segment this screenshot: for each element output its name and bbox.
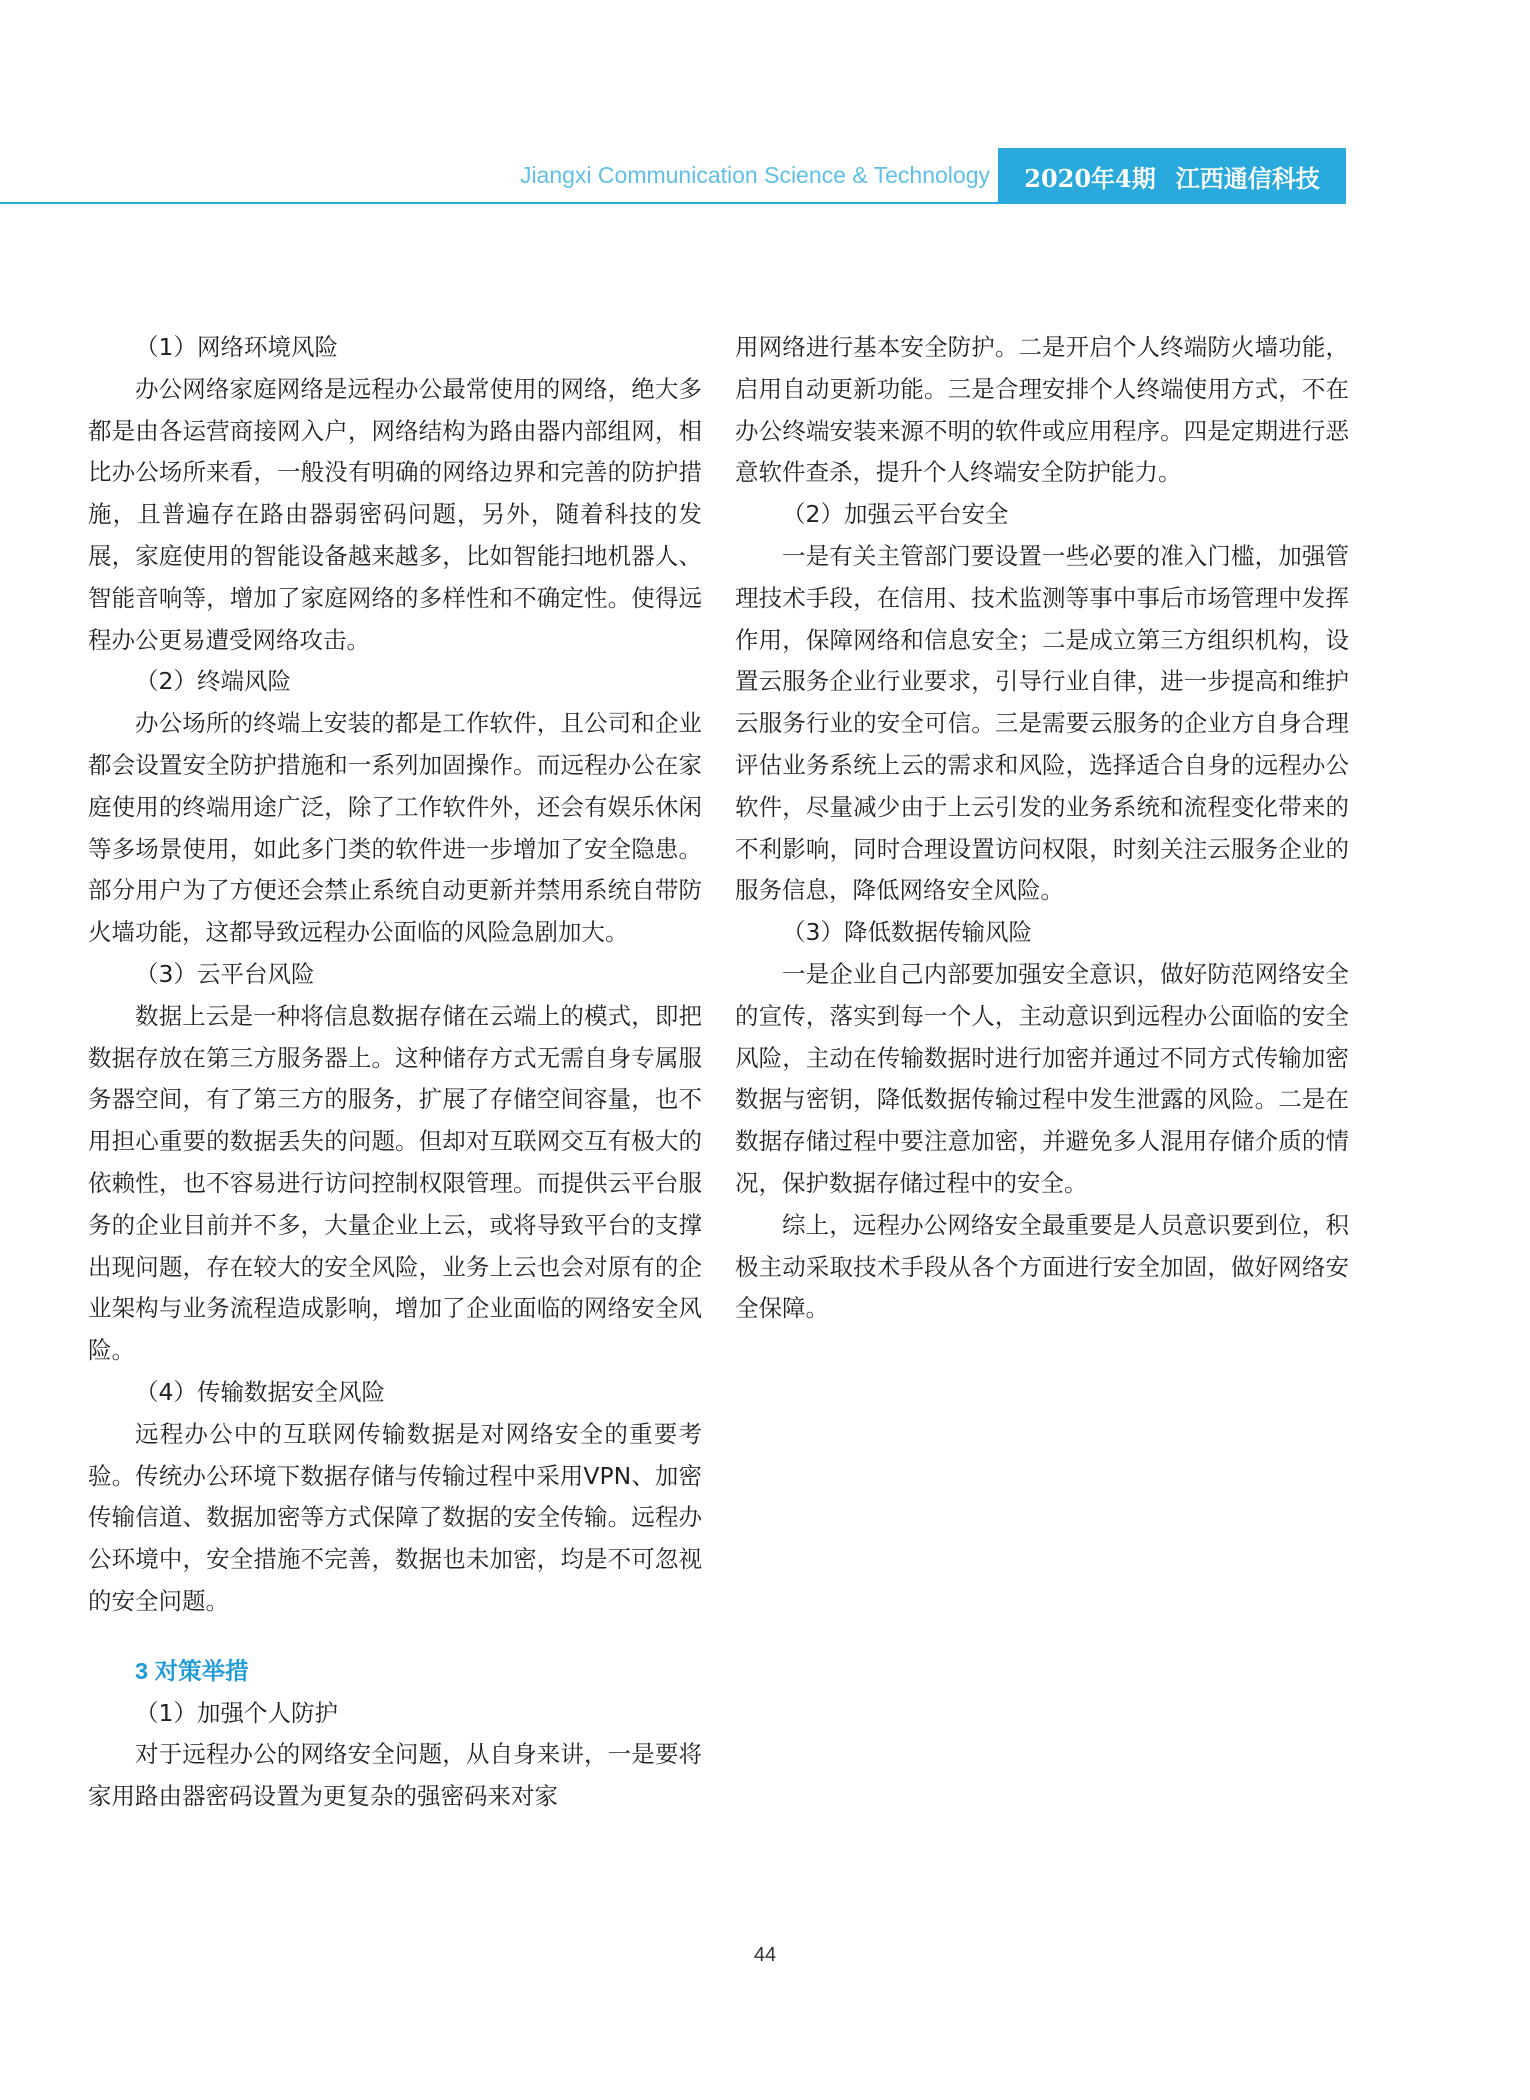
journal-english-title: Jiangxi Communication Science & Technology: [519, 162, 990, 188]
subheading-data-transmission-risk: （4）传输数据安全风险: [135, 1377, 385, 1406]
section-heading: 3 对策举措: [135, 1657, 249, 1684]
right-column: [735, 327, 1349, 1330]
paragraph: 远程办公中的互联网传输数据是对网络安全的重要考验。传统办公环境下数据存储与传输过程中采用VPN、加密传输信道、数据加密等方式保障了数据的安全传输。远程办公环境中，安全措施不完善，数据也未加密，均是不可忽视的安全问题。: [88, 1419, 702, 1615]
paragraph: 对于远程办公的网络安全问题，从自身来讲，一是要将家用路由器密码设置为更复杂的强密码来对家: [88, 1740, 702, 1811]
paragraph-conclusion: 综上，远程办公网络安全最重要是人员意识要到位，积极主动采取技术手段从各个方面进行安全加固，做好网络安全保障。: [735, 1210, 1349, 1323]
page-number: 44: [753, 1944, 777, 1966]
subheading-cloud-platform-risk: （3）云平台风险: [135, 959, 315, 988]
issue-label: 2020年4期: [1024, 163, 1156, 193]
subheading-cloud-platform-security: （2）加强云平台安全: [782, 500, 1009, 529]
left-column: [88, 327, 702, 1818]
paragraph: 一是企业自己内部要加强安全意识，做好防范网络安全的宣传，落实到每一个人，主动意识到远程办公面临的安全风险，主动在传输数据时进行加密并通过不同方式传输加密数据与密钥，降低数据传输过程中发生泄露的风险。二是在数据存储过程中要注意加密，并避免多人混用存储介质的情况，保护数据存储过程中的安全。: [735, 959, 1349, 1197]
paragraph-continued: 用网络进行基本安全防护。二是开启个人终端防火墙功能，启用自动更新功能。三是合理安排个人终端使用方式，不在办公终端安装来源不明的软件或应用程序。四是定期进行恶意软件查杀，提升个人终端安全防护能力。: [735, 333, 1349, 487]
paragraph: 办公网络家庭网络是远程办公最常使用的网络，绝大多都是由各运营商接网入户，网络结构为路由器内部组网，相比办公场所来看，一般没有明确的网络边界和完善的防护措施，且普遍存在路由器弱密码问题，另外，随着科技的发展，家庭使用的智能设备越来越多，比如智能扫地机器人、智能音响等，增加了家庭网络的多样性和不确定性。使得远程办公更易遭受网络攻击。: [88, 374, 702, 654]
paragraph: 办公场所的终端上安装的都是工作软件，且公司和企业都会设置安全防护措施和一系列加固操作。而远程办公在家庭使用的终端用途广泛，除了工作软件外，还会有娱乐休闲等多场景使用，如此多门类的软件进一步增加了安全隐患。部分用户为了方便还会禁止系统自动更新并禁用系统自带防火墙功能，这都导致远程办公面临的风险急剧加大。: [88, 709, 702, 947]
journal-chinese-title: 江西通信科技: [1175, 163, 1320, 193]
subheading-reduce-transmission-risk: （3）降低数据传输风险: [782, 918, 1032, 947]
subheading-terminal-risk: （2）终端风险: [135, 667, 291, 696]
subheading-personal-protection: （1）加强个人防护: [135, 1698, 338, 1727]
journal-issue-banner: [998, 148, 1346, 204]
subheading-network-environment-risk: （1）网络环境风险: [135, 333, 338, 361]
paragraph: 一是有关主管部门要设置一些必要的准入门槛，加强管理技术手段，在信用、技术监测等事中事后市场管理中发挥作用，保障网络和信息安全；二是成立第三方组织机构，设置云服务企业行业要求，引导行业自律，进一步提高和维护云服务行业的安全可信。三是需要云服务的企业方自身合理评估业务系统上云的需求和风险，选择适合自身的远程办公软件，尽量减少由于上云引发的业务系统和流程变化带来的不利影响，同时合理设置访问权限，时刻关注云服务企业的服务信息，降低网络安全风险。: [735, 541, 1349, 905]
paragraph: 数据上云是一种将信息数据存储在云端上的模式，即把数据存放在第三方服务器上。这种储存方式无需自身专属服务器空间，有了第三方的服务，扩展了存储空间容量，也不用担心重要的数据丢失的问题。但却对互联网交互有极大的依赖性，也不容易进行访问控制权限管理。而提供云平台服务的企业目前并不多，大量企业上云，或将导致平台的支撑出现问题，存在较大的安全风险，业务上云也会对原有的企业架构与业务流程造成影响，增加了企业面临的网络安全风险。: [88, 1001, 702, 1365]
